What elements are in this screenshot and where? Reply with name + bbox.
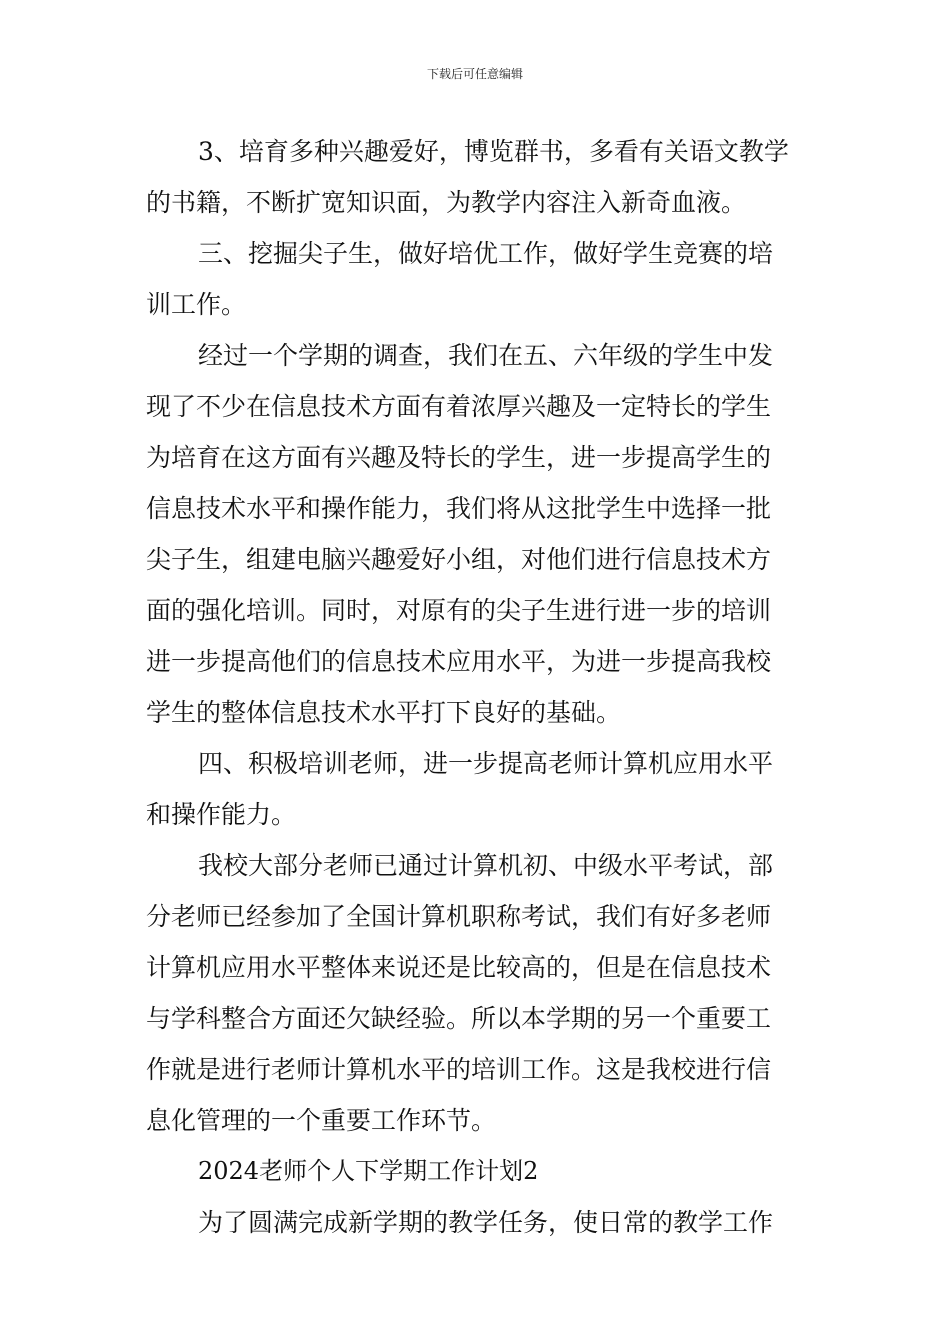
text-line: 信息技术水平和操作能力，我们将从这批学生中选择一批 — [146, 494, 772, 523]
text-line: 分老师已经参加了全国计算机职称考试，我们有好多老师 — [146, 902, 772, 931]
text-line: 面的强化培训。同时，对原有的尖子生进行进一步的培训 — [146, 596, 772, 625]
section-heading: 三、挖掘尖子生，做好培优工作，做好学生竞赛的培 — [198, 239, 774, 268]
text-line: 进一步提高他们的信息技术应用水平，为进一步提高我校 — [146, 647, 772, 676]
text-line: 我校大部分老师已通过计算机初、中级水平考试，部 — [198, 851, 774, 880]
text-line: 尖子生，组建电脑兴趣爱好小组，对他们进行信息技术方 — [146, 545, 772, 574]
text-line: 息化管理的一个重要工作环节。 — [146, 1106, 497, 1135]
document-body — [146, 126, 806, 1248]
text-line: 和操作能力。 — [146, 800, 297, 829]
text-line: 学生的整体信息技术水平打下良好的基础。 — [146, 698, 622, 727]
page-header: 下载后可任意编辑 — [426, 67, 523, 81]
text-line: 训工作。 — [146, 290, 247, 319]
document-title: 2024老师个人下学期工作计划2 — [198, 1157, 539, 1185]
text-line: 与学科整合方面还欠缺经验。所以本学期的另一个重要工 — [146, 1004, 772, 1033]
text-line: 3、培育多种兴趣爱好，博览群书，多看有关语文教学 — [198, 137, 789, 166]
text-line: 现了不少在信息技术方面有着浓厚兴趣及一定特长的学生 — [146, 392, 772, 421]
text-line: 作就是进行老师计算机水平的培训工作。这是我校进行信 — [146, 1055, 772, 1084]
text-line: 经过一个学期的调查，我们在五、六年级的学生中发 — [198, 341, 774, 370]
text-line: 计算机应用水平整体来说还是比较高的，但是在信息技术 — [146, 953, 772, 982]
section-heading: 四、积极培训老师，进一步提高老师计算机应用水平 — [198, 749, 774, 778]
text-line: 为培育在这方面有兴趣及特长的学生，进一步提高学生的 — [146, 443, 772, 472]
text-line: 为了圆满完成新学期的教学任务，使日常的教学工作 — [198, 1208, 774, 1237]
text-line: 的书籍，不断扩宽知识面，为教学内容注入新奇血液。 — [146, 188, 747, 217]
